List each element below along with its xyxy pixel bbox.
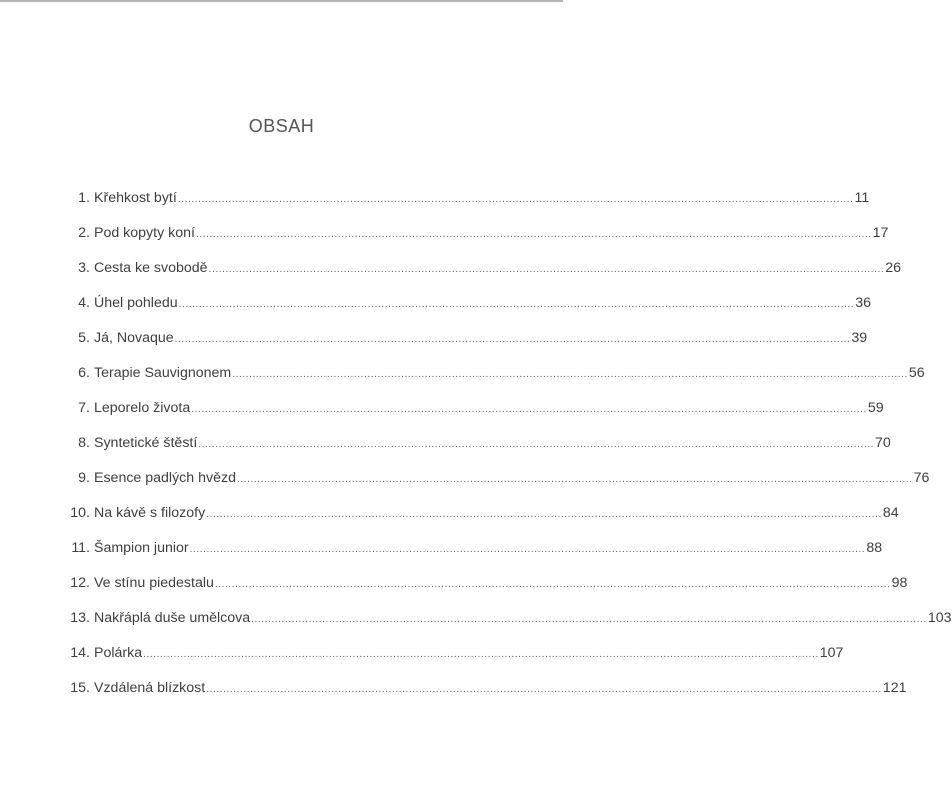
toc-entry bbox=[64, 610, 952, 645]
toc-entry-number: 9. bbox=[78, 470, 90, 486]
toc-dot-leader: ........................................................................................................................................................................................................ bbox=[206, 509, 882, 520]
toc-dot-leader: ........................................................................................................................................................................................................ bbox=[143, 649, 819, 660]
toc-entry-title: Nakřáplá duše umělcova bbox=[94, 610, 251, 626]
toc-entry bbox=[64, 260, 902, 295]
toc-entry-number: 2. bbox=[78, 225, 90, 241]
toc-entry-number: 3. bbox=[78, 260, 90, 276]
toc-entry bbox=[64, 540, 883, 575]
toc-entry-page-number: 84 bbox=[882, 505, 899, 521]
toc-entry-number: 15. bbox=[70, 680, 90, 696]
toc-entry bbox=[64, 400, 884, 435]
toc-dot-leader: ........................................................................................................................................................................................................ bbox=[251, 614, 927, 625]
toc-entry-title: Cesta ke svobodě bbox=[94, 260, 208, 276]
toc-entry-title: Já, Novaque bbox=[94, 330, 174, 346]
toc-entry-page-number: 36 bbox=[855, 295, 872, 311]
toc-entry-number: 11. bbox=[71, 540, 90, 556]
toc-entry-title: Na kávě s filozofy bbox=[94, 505, 206, 521]
toc-entry bbox=[64, 295, 872, 330]
toc-entry bbox=[64, 680, 907, 715]
toc-entry-page-number: 59 bbox=[867, 400, 884, 416]
toc-dot-leader: ........................................................................................................................................................................................................ bbox=[206, 684, 882, 695]
toc-dot-leader: ........................................................................................................................................................................................................ bbox=[198, 439, 874, 450]
toc-entry-page-number: 70 bbox=[874, 435, 891, 451]
toc-entry bbox=[64, 225, 889, 260]
toc-dot-leader: ........................................................................................................................................................................................................ bbox=[177, 194, 854, 205]
page-title: OBSAH bbox=[248, 116, 315, 136]
toc-entry-title: Ve stínu piedestalu bbox=[94, 575, 214, 591]
toc-entry-page-number: 39 bbox=[851, 330, 868, 346]
toc-entry-number: 8. bbox=[78, 435, 90, 451]
table-of-contents bbox=[64, 190, 952, 715]
toc-entry bbox=[64, 575, 908, 610]
toc-entry-title: Pod kopyty koní bbox=[94, 225, 195, 241]
toc-entry-page-number: 121 bbox=[882, 680, 907, 696]
toc-dot-leader: ........................................................................................................................................................................................................ bbox=[214, 579, 891, 590]
toc-entry-page-number: 26 bbox=[885, 260, 902, 276]
toc-dot-leader: ........................................................................................................................................................................................................ bbox=[191, 404, 867, 415]
toc-entry-title: Syntetické štěstí bbox=[94, 435, 198, 451]
toc-entry-title: Esence padlých hvězd bbox=[94, 470, 236, 486]
toc-entry-number: 4. bbox=[78, 295, 90, 311]
toc-entry bbox=[64, 470, 930, 505]
toc-entry-page-number: 103 bbox=[927, 610, 952, 626]
toc-entry-page-number: 17 bbox=[872, 225, 889, 241]
top-border-rule bbox=[0, 0, 563, 2]
toc-dot-leader: ........................................................................................................................................................................................................ bbox=[195, 229, 872, 240]
toc-entry-number: 6. bbox=[78, 365, 90, 381]
toc-entry bbox=[64, 190, 870, 225]
toc-dot-leader: ........................................................................................................................................................................................................ bbox=[174, 334, 851, 345]
toc-entry-number: 5. bbox=[78, 330, 90, 346]
toc-entry-page-number: 88 bbox=[866, 540, 883, 556]
toc-entry-number: 10. bbox=[70, 505, 90, 521]
toc-entry-page-number: 98 bbox=[891, 575, 908, 591]
toc-entry-title: Leporelo života bbox=[94, 400, 191, 416]
toc-entry bbox=[64, 505, 899, 540]
toc-entry-number: 12. bbox=[70, 575, 90, 591]
toc-entry bbox=[64, 645, 844, 680]
toc-entry-number: 7. bbox=[78, 400, 90, 416]
toc-entry-number: 13. bbox=[70, 610, 90, 626]
toc-dot-leader: ........................................................................................................................................................................................................ bbox=[236, 474, 913, 485]
toc-entry-title: Šampion junior bbox=[94, 540, 189, 556]
toc-entry bbox=[64, 330, 868, 365]
toc-entry-page-number: 107 bbox=[819, 645, 844, 661]
toc-entry-title: Polárka bbox=[94, 645, 143, 661]
toc-dot-leader: ........................................................................................................................................................................................................ bbox=[208, 264, 885, 275]
toc-dot-leader: ........................................................................................................................................................................................................ bbox=[178, 299, 855, 310]
toc-entry-page-number: 56 bbox=[908, 365, 925, 381]
toc-entry bbox=[64, 435, 891, 470]
toc-entry-title: Křehkost bytí bbox=[94, 190, 177, 206]
toc-entry-title: Vzdálená blízkost bbox=[94, 680, 206, 696]
toc-entry-title: Úhel pohledu bbox=[94, 295, 178, 311]
toc-entry-page-number: 76 bbox=[913, 470, 930, 486]
toc-entry-page-number: 11 bbox=[854, 190, 870, 206]
toc-dot-leader: ........................................................................................................................................................................................................ bbox=[189, 544, 866, 555]
toc-entry-number: 1. bbox=[78, 190, 90, 206]
toc-dot-leader: ........................................................................................................................................................................................................ bbox=[232, 369, 908, 380]
toc-entry-number: 14. bbox=[70, 645, 90, 661]
toc-entry-title: Terapie Sauvignonem bbox=[94, 365, 232, 381]
toc-entry bbox=[64, 365, 925, 400]
